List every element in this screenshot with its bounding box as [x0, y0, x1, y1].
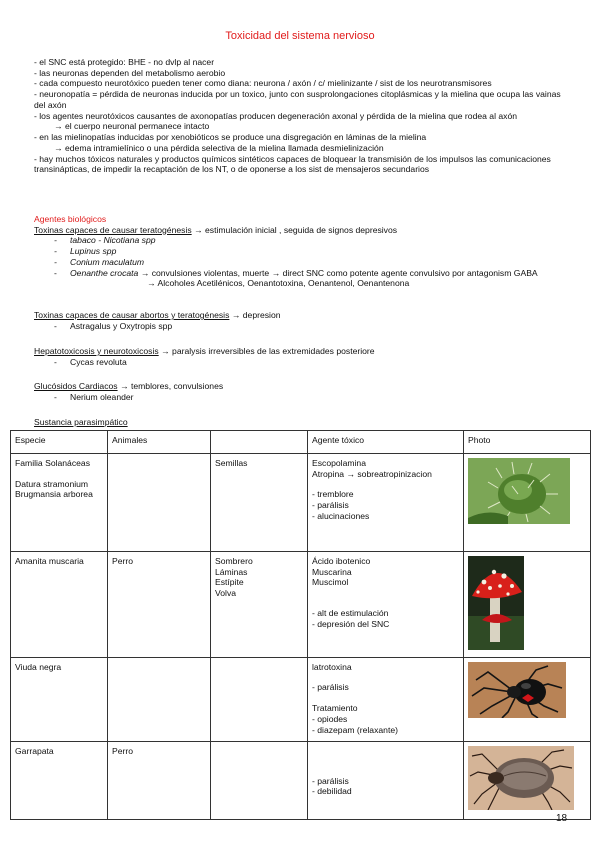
- table-row: [11, 552, 591, 658]
- cell-photo: [464, 552, 591, 658]
- cell-especie: [11, 454, 108, 552]
- header-animales: Animales: [108, 431, 211, 454]
- parasimpatico-title: Sustancia parasimpático: [34, 417, 128, 427]
- cell-text: - diazepam (relaxante): [312, 724, 398, 735]
- cell-text: - debilidad: [312, 786, 352, 797]
- cell-text: Semillas: [215, 458, 248, 468]
- cell-text: Datura stramonium: [15, 478, 89, 489]
- header-agente: Agente tóxico: [308, 431, 464, 454]
- teratogenesis-title: Toxinas capaces de causar teratogénesis: [34, 224, 192, 235]
- cell-text: Volva: [215, 588, 237, 599]
- cell-agente: [308, 454, 464, 552]
- cell-animales: [108, 454, 211, 552]
- cell-especie: [11, 552, 108, 658]
- intro-notes: [34, 57, 574, 175]
- cell-partes: [211, 741, 308, 819]
- cell-text: Viuda negra: [15, 661, 62, 672]
- hepato-effect: → paralysis irreversibles de las extremidades posteriore: [158, 346, 375, 356]
- teratogenesis-line: [34, 225, 574, 236]
- intro-line: - los agentes neurotóxicos causantes de axonopatías producen degeneración axonal y pérdida de la mielina que rodea al axón: [34, 110, 518, 121]
- header-especie: Especie: [11, 431, 108, 454]
- cell-text: Escopolamina: [312, 458, 366, 468]
- cell-text: Garrapata: [15, 745, 54, 756]
- gluco-effect: → temblores, convulsiones: [117, 381, 224, 391]
- cell-agente: [308, 657, 464, 741]
- cell-partes: [211, 552, 308, 658]
- gluco-section: [34, 381, 574, 402]
- intro-line: - hay muchos tóxicos naturales y productos químicos sintéticos capaces de bloquear la transmisión de los impulsos las comunicaciones transinápticas, de impedir la recaptación de los NT, o de oponerse a los sist de mensajeros secundarios: [34, 153, 551, 175]
- cell-especie: [11, 657, 108, 741]
- table-row: [11, 454, 591, 552]
- cell-photo: [464, 657, 591, 741]
- list-item: - Lupinus spp: [34, 246, 574, 257]
- cell-text: - parálisis: [312, 775, 349, 786]
- header-photo: Photo: [464, 431, 591, 454]
- cell-photo: [464, 454, 591, 552]
- gluco-line: [34, 381, 574, 392]
- list-item: - tabaco - Nicotiana spp: [34, 235, 574, 246]
- intro-line: → el cuerpo neuronal permanece intacto: [54, 121, 210, 132]
- intro-line: - neuronopatía = pérdida de neuronas inducida por un toxico, junto con susprolongaciones citoplásmicas y la mielina que ocupa las vainas del axón: [34, 89, 561, 110]
- oenanthe-compounds: → Alcoholes Acetilénicos, Oenantotoxina, Oenantenol, Oenantenona: [147, 278, 410, 289]
- cell-text: Tratamiento: [312, 703, 358, 714]
- oenanthe-effect: → convulsiones violentas, muerte → direct SNC como potente agente convulsivo por antagonism GABA: [138, 267, 538, 278]
- cell-text: Atropina → sobreatropinizacion: [312, 468, 432, 479]
- cell-text: - parálisis: [312, 500, 349, 511]
- list-item: [34, 268, 574, 279]
- intro-line: - las neuronas dependen del metabolismo aerobio: [34, 67, 226, 78]
- abortos-list: [34, 321, 574, 332]
- cell-text: - alucinaciones: [312, 510, 370, 521]
- cell-text: Brugmansia arborea: [15, 489, 93, 500]
- abortos-title: Toxinas capaces de causar abortos y teratogénesis: [34, 310, 230, 320]
- teratogenesis-effect: → estimulación inicial , seguida de signos depresivos: [191, 224, 398, 235]
- intro-line: - cada compuesto neurotóxico pueden tener como diana: neurona / axón / c/ mielinizante / sist de los neurotransmisores: [34, 78, 492, 89]
- list-item: - Conium maculatum: [34, 257, 574, 268]
- cell-text: Familia Solanáceas: [15, 458, 90, 468]
- cell-partes: [211, 454, 308, 552]
- cell-text: Muscarina: [312, 566, 352, 577]
- agentes-heading: Agentes biológicos: [34, 214, 107, 224]
- cell-animales: Perro: [108, 741, 211, 819]
- spiky-seed-pod-photo: [468, 458, 570, 524]
- cell-text: - alt de estimulación: [312, 608, 389, 619]
- table-header-row: [11, 431, 591, 454]
- cell-text: Ácido ibotenico: [312, 556, 371, 566]
- cell-animales: [108, 657, 211, 741]
- tick-photo: [468, 746, 574, 810]
- hepato-list: [34, 357, 574, 368]
- oenanthe-name: Oenanthe crocata: [70, 267, 139, 278]
- cell-text: - depresión del SNC: [312, 618, 390, 629]
- cell-text: Amanita muscaria: [15, 556, 84, 566]
- list-item: - Nerium oleander: [34, 392, 574, 403]
- hepato-section: [34, 346, 574, 367]
- abortos-effect: → depresion: [229, 310, 281, 320]
- hepato-line: [34, 346, 574, 357]
- black-widow-photo: [468, 662, 566, 718]
- cell-text: Muscimol: [312, 577, 349, 588]
- intro-line: - en las mielinopatías inducidas por xenobióticos se produce una disgregación en láminas de la mielina: [34, 132, 427, 143]
- cell-text: Láminas: [215, 566, 248, 577]
- cell-agente: [308, 741, 464, 819]
- gluco-title: Glucósidos Cardiacos: [34, 381, 118, 391]
- cell-partes: [211, 657, 308, 741]
- list-item: - Cycas revoluta: [34, 357, 574, 368]
- hepato-title: Hepatotoxicosis y neurotoxicosis: [34, 346, 159, 356]
- cell-text: Sombrero: [215, 556, 253, 566]
- cell-animales: Perro: [108, 552, 211, 658]
- header-partes: [211, 431, 308, 454]
- abortos-line: [34, 310, 574, 321]
- gluco-list: [34, 392, 574, 403]
- cell-text: latrotoxina: [312, 661, 352, 672]
- table-row: [11, 741, 591, 819]
- cell-especie: [11, 741, 108, 819]
- intro-line: - el SNC está protegido: BHE - no dvlp al nacer: [34, 57, 215, 67]
- cell-agente: [308, 552, 464, 658]
- page-title: Toxicidad del sistema nervioso: [225, 30, 375, 42]
- table-row: [11, 657, 591, 741]
- cell-photo: [464, 741, 591, 819]
- red-mushroom-photo: [468, 556, 524, 650]
- teratogenesis-list: [34, 235, 574, 278]
- agentes-section: [34, 214, 574, 289]
- cell-text: Estípite: [215, 577, 244, 588]
- list-item: - Astragalus y Oxytropis spp: [34, 321, 574, 332]
- intro-line: → edema intramielínico o una pérdida selectiva de la mielina llamada desmielinización: [54, 142, 384, 153]
- cell-text: - parálisis: [312, 682, 349, 693]
- cell-text: - opiodes: [312, 713, 348, 724]
- page-number: 18: [556, 813, 568, 824]
- cell-text: - tremblore: [312, 489, 354, 500]
- abortos-section: [34, 310, 574, 331]
- parasimpatico-table: [10, 430, 591, 820]
